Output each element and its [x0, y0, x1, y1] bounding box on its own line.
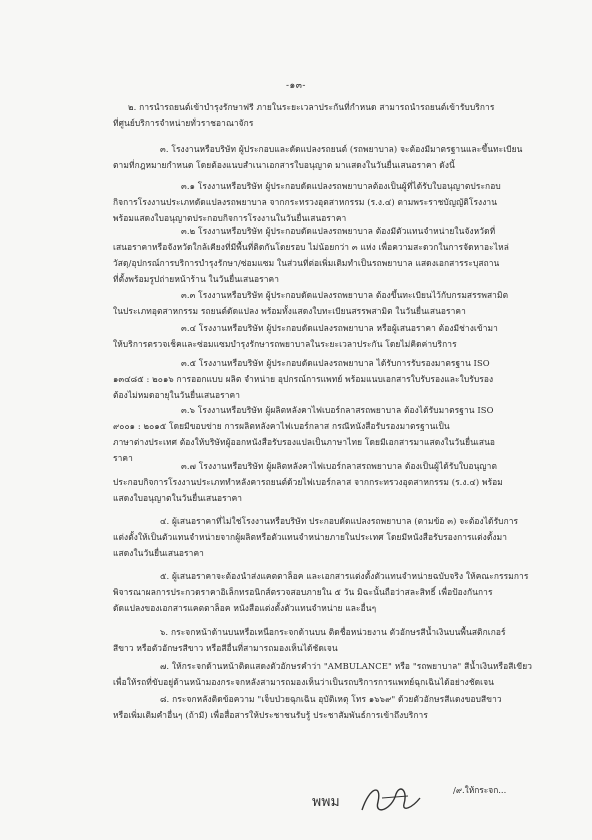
- paragraph-line: ราคา: [113, 453, 133, 463]
- paragraph-line: ที่ศูนย์บริการจำหน่ายทั่วราชอาณาจักร: [113, 118, 254, 128]
- paragraph-line: สีขาว หรือตัวอักษรสีขาว หรือสีอื่นที่สามารถมองเห็นได้ชัดเจน: [113, 643, 338, 653]
- paragraph-line: ที่ตั้งพร้อมรูปถ่ายหน้าร้าน ในวันยื่นเสนอราคา: [113, 274, 280, 284]
- paragraph-line: ให้บริการตรวจเช็คและซ่อมแซมบำรุงรักษารถพยาบาลในระยะเวลาประกัน โดยไม่คิดค่าบริการ: [113, 339, 457, 349]
- paragraph-line: ๓.๑ โรงงานหรือบริษัท ผู้ประกอบดัดแปลงรถพยาบาลต้องเป็นผู้ที่ได้รับใบอนุญาตประกอบ: [181, 181, 501, 191]
- paragraph-line: กิจการโรงงานประเภทดัดแปลงรถพยาบาล จากกระทรวงอุตสาหกรรม (ร.ง.๔) ตามพระราชบัญญัติโรงงาน: [113, 197, 498, 207]
- paragraph-line: ๕. ผู้เสนอราคาจะต้องนำส่งแคตตาล็อค และเอกสารแต่งตั้งตัวแทนจำหน่ายฉบับจริง ให้คณะกรรมการ: [160, 571, 529, 581]
- paragraph-line: เสนอราคาหรือจังหวัดใกล้เคียงที่มีพื้นที่ติดกันโดยรอบ ไม่น้อยกว่า ๓ แห่ง เพื่อความสะดวกในการจัดหาอะไหล่: [113, 242, 509, 252]
- paragraph-line: แสดงในวันยื่นเสนอราคา: [113, 548, 204, 558]
- paragraph-line: ๗. ให้กระจกด้านหน้าติดแสดงตัวอักษรคำว่า "AMBULANCE" หรือ "รถพยาบาล" สีน้ำเงินหรือสีเขียว: [160, 661, 533, 671]
- paragraph-line: วัสดุ/อุปกรณ์การบริการบำรุงรักษา/ซ่อมแซม ในส่วนที่ต่อเพิ่มเติมทำเป็นรถพยาบาล แสดงเอกสารระบุสถาน: [113, 258, 500, 268]
- continuation-note: /๙.ให้กระจก...: [453, 785, 507, 795]
- svg-text:พพม: พพม: [312, 794, 340, 810]
- paragraph-line: พิจารณาผลการประกวดราคาอิเล็กทรอนิกส์ตรวจสอบภายใน ๕ วัน มิฉะนั้นถือว่าสละสิทธิ์ เพื่อป้องกันการ: [113, 587, 493, 597]
- paragraph-line: ๓.๓ โรงงานหรือบริษัท ผู้ประกอบดัดแปลงรถพยาบาล ต้องขึ้นทะเบียนไว้กับกรมสรรพสามิต: [181, 290, 509, 300]
- signature: [312, 780, 432, 820]
- paragraph-line: ๖. กระจกหน้าด้านบนหรือเหนือกระจกด้านบน ติดชื่อหน่วยงาน ตัวอักษรสีน้ำเงินบนพื้นสติกเกอร์: [160, 627, 506, 637]
- paragraph-line: ดัดแปลงของเอกสารแคตตาล็อค หนังสือแต่งตั้งตัวแทนจำหน่าย และอื่นๆ: [113, 603, 377, 613]
- paragraph-line: ๔. ผู้เสนอราคาที่ไม่ใช่โรงงานหรือบริษัท ประกอบดัดแปลงรถพยาบาล (ตามข้อ ๓) จะต้องได้รับการ: [160, 516, 519, 526]
- paragraph-line: ตามที่กฎหมายกำหนด โดยต้องแนบสำเนาเอกสารใบอนุญาต มาแสดงในวันยื่นเสนอราคา ดังนี้: [113, 160, 455, 170]
- paragraph-line: ๓.๒ โรงงานหรือบริษัท ผู้ประกอบดัดแปลงรถพยาบาล ต้องมีตัวแทนจำหน่ายในจังหวัดที่: [181, 226, 496, 236]
- paragraph-line: หรือเพิ่มเติมคำอื่นๆ (ถ้ามี) เพื่อสื่อสารให้ประชาชนรับรู้ ประชาสัมพันธ์การเข้าถึงบริการ: [113, 710, 428, 720]
- paragraph-line: ๓.๔ โรงงานหรือบริษัท ผู้ประกอบดัดแปลงรถพยาบาล หรือผู้เสนอราคา ต้องมีช่างเข้ามา: [181, 323, 498, 333]
- paragraph-line: ๓.๖ โรงงานหรือบริษัท ผู้ผลิตหลังคาไฟเบอร์กลาสรถพยาบาล ต้องได้รับมาตรฐาน ISO: [181, 405, 494, 415]
- paragraph-line: ๓.๕ โรงงานหรือบริษัท ผู้ประกอบดัดแปลงรถพยาบาล ได้รับการรับรองมาตรฐาน ISO: [181, 358, 490, 368]
- paragraph-line: ในประเภทอุตสาหกรรม รถยนต์ดัดแปลง พร้อมทั้งแสดงใบทะเบียนสรรพสามิต ในวันยื่นเสนอราคา: [113, 306, 466, 316]
- paragraph-line: ๓.๗ โรงงานหรือบริษัท ผู้ผลิตหลังคาไฟเบอร์กลาสรถพยาบาล ต้องเป็นผู้ได้รับใบอนุญาต: [181, 461, 498, 471]
- paragraph-line: ต้องไม่หมดอายุในวันยื่นเสนอราคา: [113, 390, 241, 400]
- paragraph-line: ภาษาต่างประเทศ ต้องให้บริษัทผู้ออกหนังสือรับรองแปลเป็นภาษาไทย โดยมีเอกสารมาแสดงในวันยื่นเสนอ: [113, 437, 496, 447]
- paragraph-line: พร้อมแสดงใบอนุญาตประกอบกิจการโรงงานในวันยื่นเสนอราคา: [113, 213, 347, 223]
- paragraph-line: ๓. โรงงานหรือบริษัท ผู้ประกอบและดัดแปลงรถยนต์ (รถพยาบาล) จะต้องมีมาตรฐานและขึ้นทะเบียน: [160, 144, 523, 154]
- paragraph-line: ๒. การนำรถยนต์เข้าบำรุงรักษาฟรี ภายในระยะเวลาประกันที่กำหนด สามารถนำรถยนต์เข้ารับบริการ: [128, 102, 495, 112]
- paragraph-line: แต่งตั้งให้เป็นตัวแทนจำหน่ายจากผู้ผลิตหรือตัวแทนจำหน่ายภายในประเทศ โดยมีหนังสือรับรองการแต่งตั้งมา: [113, 532, 508, 542]
- paragraph-line: ๑๓๔๘๕ : ๒๐๑๖ การออกแบบ ผลิต จำหน่าย อุปกรณ์การแพทย์ พร้อมแนบเอกสารใบรับรองและใบรับรอง: [113, 374, 494, 384]
- paragraph-line: เพื่อให้รถที่ขับอยู่ด้านหน้ามองกระจกหลังสามารถมองเห็นว่าเป็นรถบริการการแพทย์ฉุกเฉินได้อย่างชัดเจน: [113, 677, 494, 687]
- paragraph-line: ประกอบกิจการโรงงานประเภททำหลังคารถยนต์ด้วยไฟเบอร์กลาส จากกระทรวงอุตสาหกรรม (ร.ง.๔) พร้อม: [113, 477, 503, 487]
- page-number: -๑๓-: [286, 81, 306, 91]
- paragraph-line: ๘. กระจกหลังติดข้อความ "เจ็บป่วยฉุกเฉิน อุบัติเหตุ โทร ๑๖๖๙" ด้วยตัวอักษรสีแดงขอบสีขาว: [160, 694, 502, 704]
- paragraph-line: ๙๐๐๑ : ๒๐๑๕ โดยมีขอบข่าย การผลิตหลังคาไฟเบอร์กลาส กรณีหนังสือรับรองมาตรฐานเป็น: [113, 421, 450, 431]
- paragraph-line: แสดงใบอนุญาตในวันยื่นเสนอราคา: [113, 493, 243, 503]
